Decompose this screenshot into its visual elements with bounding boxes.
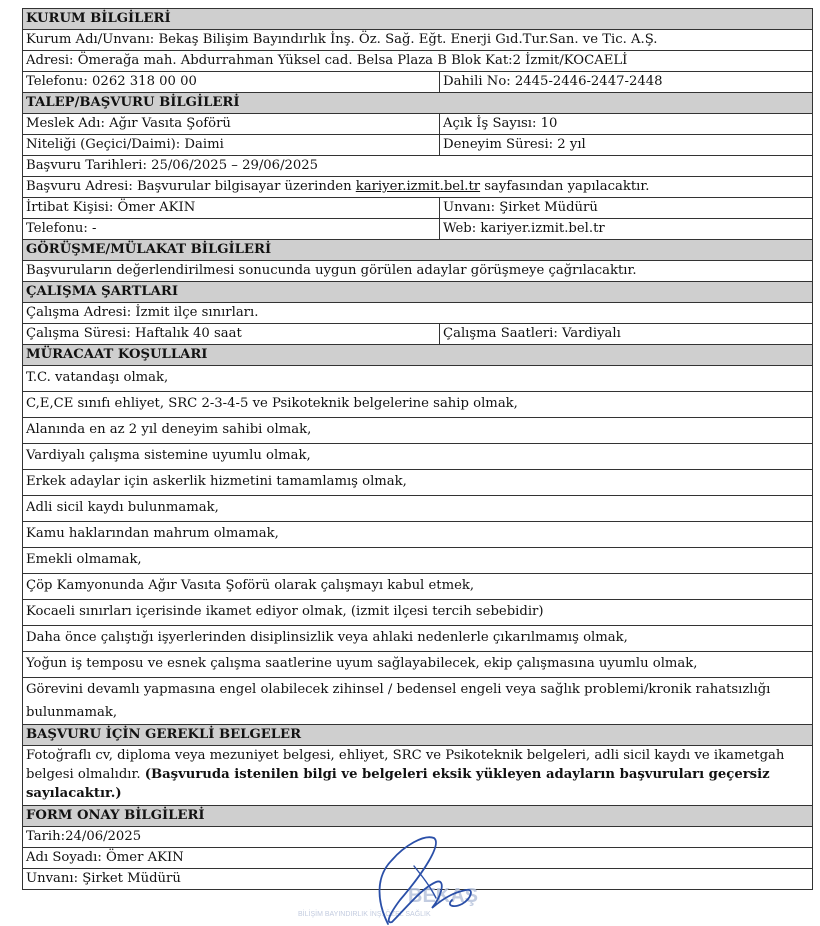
kurum-extension: Dahili No: 2445-2446-2447-2448	[440, 72, 813, 93]
stamp-title: BEKAŞ	[408, 885, 479, 907]
contact-title: Unvanı: Şirket Müdürü	[440, 198, 813, 219]
required-documents	[23, 746, 813, 806]
stamp-subtitle: BİLİŞİM BAYINDIRLIK İNŞ. ÖZEL SAĞLIK	[298, 911, 431, 918]
documents-text: Fotoğraflı cv, diploma veya mezuniyet belgesi, ehliyet, SRC ve Psikoteknik belgeleri, adli sicil kaydı ve ikametgah belgesi olmalıdır.	[26, 748, 785, 782]
requirement-item: Kocaeli sınırları içerisinde ikamet ediyor olmak, (izmit ilçesi tercih sebebidir)	[23, 600, 813, 626]
application-form-table	[22, 8, 813, 890]
requirement-item: Daha önce çalıştığı işyerlerinden disiplinsizlik veya ahlaki nedenlerle çıkarılmamış olmak,	[23, 626, 813, 652]
documents-warning: (Başvuruda istenilen bilgi ve belgeleri eksik yükleyen adayların başvuruları geçersiz sayılacaktır.)	[26, 767, 770, 801]
section-header-row	[23, 282, 813, 303]
application-address	[23, 177, 813, 198]
requirement-item: Çöp Kamyonunda Ağır Vasıta Şoförü olarak çalışmayı kabul etmek,	[23, 574, 813, 600]
requirement-item: Erkek adaylar için askerlik hizmetini tamamlamış olmak,	[23, 470, 813, 496]
section-header-row	[23, 240, 813, 261]
requirement-item: Adli sicil kaydı bulunmamak,	[23, 496, 813, 522]
application-dates: Başvuru Tarihleri: 25/06/2025 – 29/06/2025	[23, 156, 813, 177]
approver-name: Adı Soyadı: Ömer AKIN	[23, 848, 813, 869]
section-header-row	[23, 806, 813, 827]
requirement-item: T.C. vatandaşı olmak,	[23, 366, 813, 392]
belgeler-header: BAŞVURU İÇİN GEREKLİ BELGELER	[23, 725, 813, 746]
kurum-address: Adresi: Ömerağa mah. Abdurrahman Yüksel cad. Belsa Plaza B Blok Kat:2 İzmit/KOCAELİ	[23, 51, 813, 72]
kurum-phone: Telefonu: 0262 318 00 00	[23, 72, 440, 93]
kurum-name: Kurum Adı/Unvanı: Bekaş Bilişim Bayındırlık İnş. Öz. Sağ. Eğt. Enerji Gıd.Tur.San. ve Tic. A.Ş.	[23, 30, 813, 51]
onay-header: FORM ONAY BİLGİLERİ	[23, 806, 813, 827]
talep-header: TALEP/BAŞVURU BİLGİLERİ	[23, 93, 813, 114]
career-site-link[interactable]: kariyer.izmit.bel.tr	[355, 179, 481, 194]
interview-info: Başvuruların değerlendirilmesi sonucunda uygun görülen adaylar görüşmeye çağrılacaktır.	[23, 261, 813, 282]
experience-duration: Deneyim Süresi: 2 yıl	[440, 135, 813, 156]
kurum-header: KURUM BİLGİLERİ	[23, 9, 813, 30]
contact-phone: Telefonu: -	[23, 219, 440, 240]
work-duration: Çalışma Süresi: Haftalık 40 saat	[23, 324, 440, 345]
work-hours: Çalışma Saatleri: Vardiyalı	[440, 324, 813, 345]
requirement-item: C,E,CE sınıfı ehliyet, SRC 2-3-4-5 ve Psikoteknik belgelerine sahip olmak,	[23, 392, 813, 418]
section-header-row	[23, 345, 813, 366]
muracaat-header: MÜRACAAT KOŞULLARI	[23, 345, 813, 366]
calisma-header: ÇALIŞMA ŞARTLARI	[23, 282, 813, 303]
application-address-suffix: sayfasından yapılacaktır.	[480, 179, 650, 194]
section-header-row	[23, 93, 813, 114]
requirement-item: Görevini devamlı yapmasına engel olabilecek zihinsel / bedensel engeli veya sağlık problemi/kronik rahatsızlığı bulunmamak,	[23, 678, 813, 725]
requirement-item: Vardiyalı çalışma sistemine uyumlu olmak,	[23, 444, 813, 470]
requirement-item: Yoğun iş temposu ve esnek çalışma saatlerine uyum sağlayabilecek, ekip çalışmasına uyumlu olmak,	[23, 652, 813, 678]
application-address-prefix: Başvuru Adresi: Başvurular bilgisayar üzerinden	[26, 179, 356, 194]
job-nature: Niteliği (Geçici/Daimi): Daimi	[23, 135, 440, 156]
open-positions: Açık İş Sayısı: 10	[440, 114, 813, 135]
requirement-item: Alanında en az 2 yıl deneyim sahibi olmak,	[23, 418, 813, 444]
requirement-item: Kamu haklarından mahrum olmamak,	[23, 522, 813, 548]
contact-web: Web: kariyer.izmit.bel.tr	[440, 219, 813, 240]
section-header-row	[23, 725, 813, 746]
form-page	[22, 8, 812, 890]
contact-person: İrtibat Kişisi: Ömer AKIN	[23, 198, 440, 219]
section-header-row	[23, 9, 813, 30]
work-address: Çalışma Adresi: İzmit ilçe sınırları.	[23, 303, 813, 324]
occupation-name: Meslek Adı: Ağır Vasıta Şoförü	[23, 114, 440, 135]
gorusme-header: GÖRÜŞME/MÜLAKAT BİLGİLERİ	[23, 240, 813, 261]
requirement-item: Emekli olmamak,	[23, 548, 813, 574]
approval-date: Tarih:24/06/2025	[23, 827, 813, 848]
approver-title: Unvanı: Şirket Müdürü	[23, 869, 813, 890]
